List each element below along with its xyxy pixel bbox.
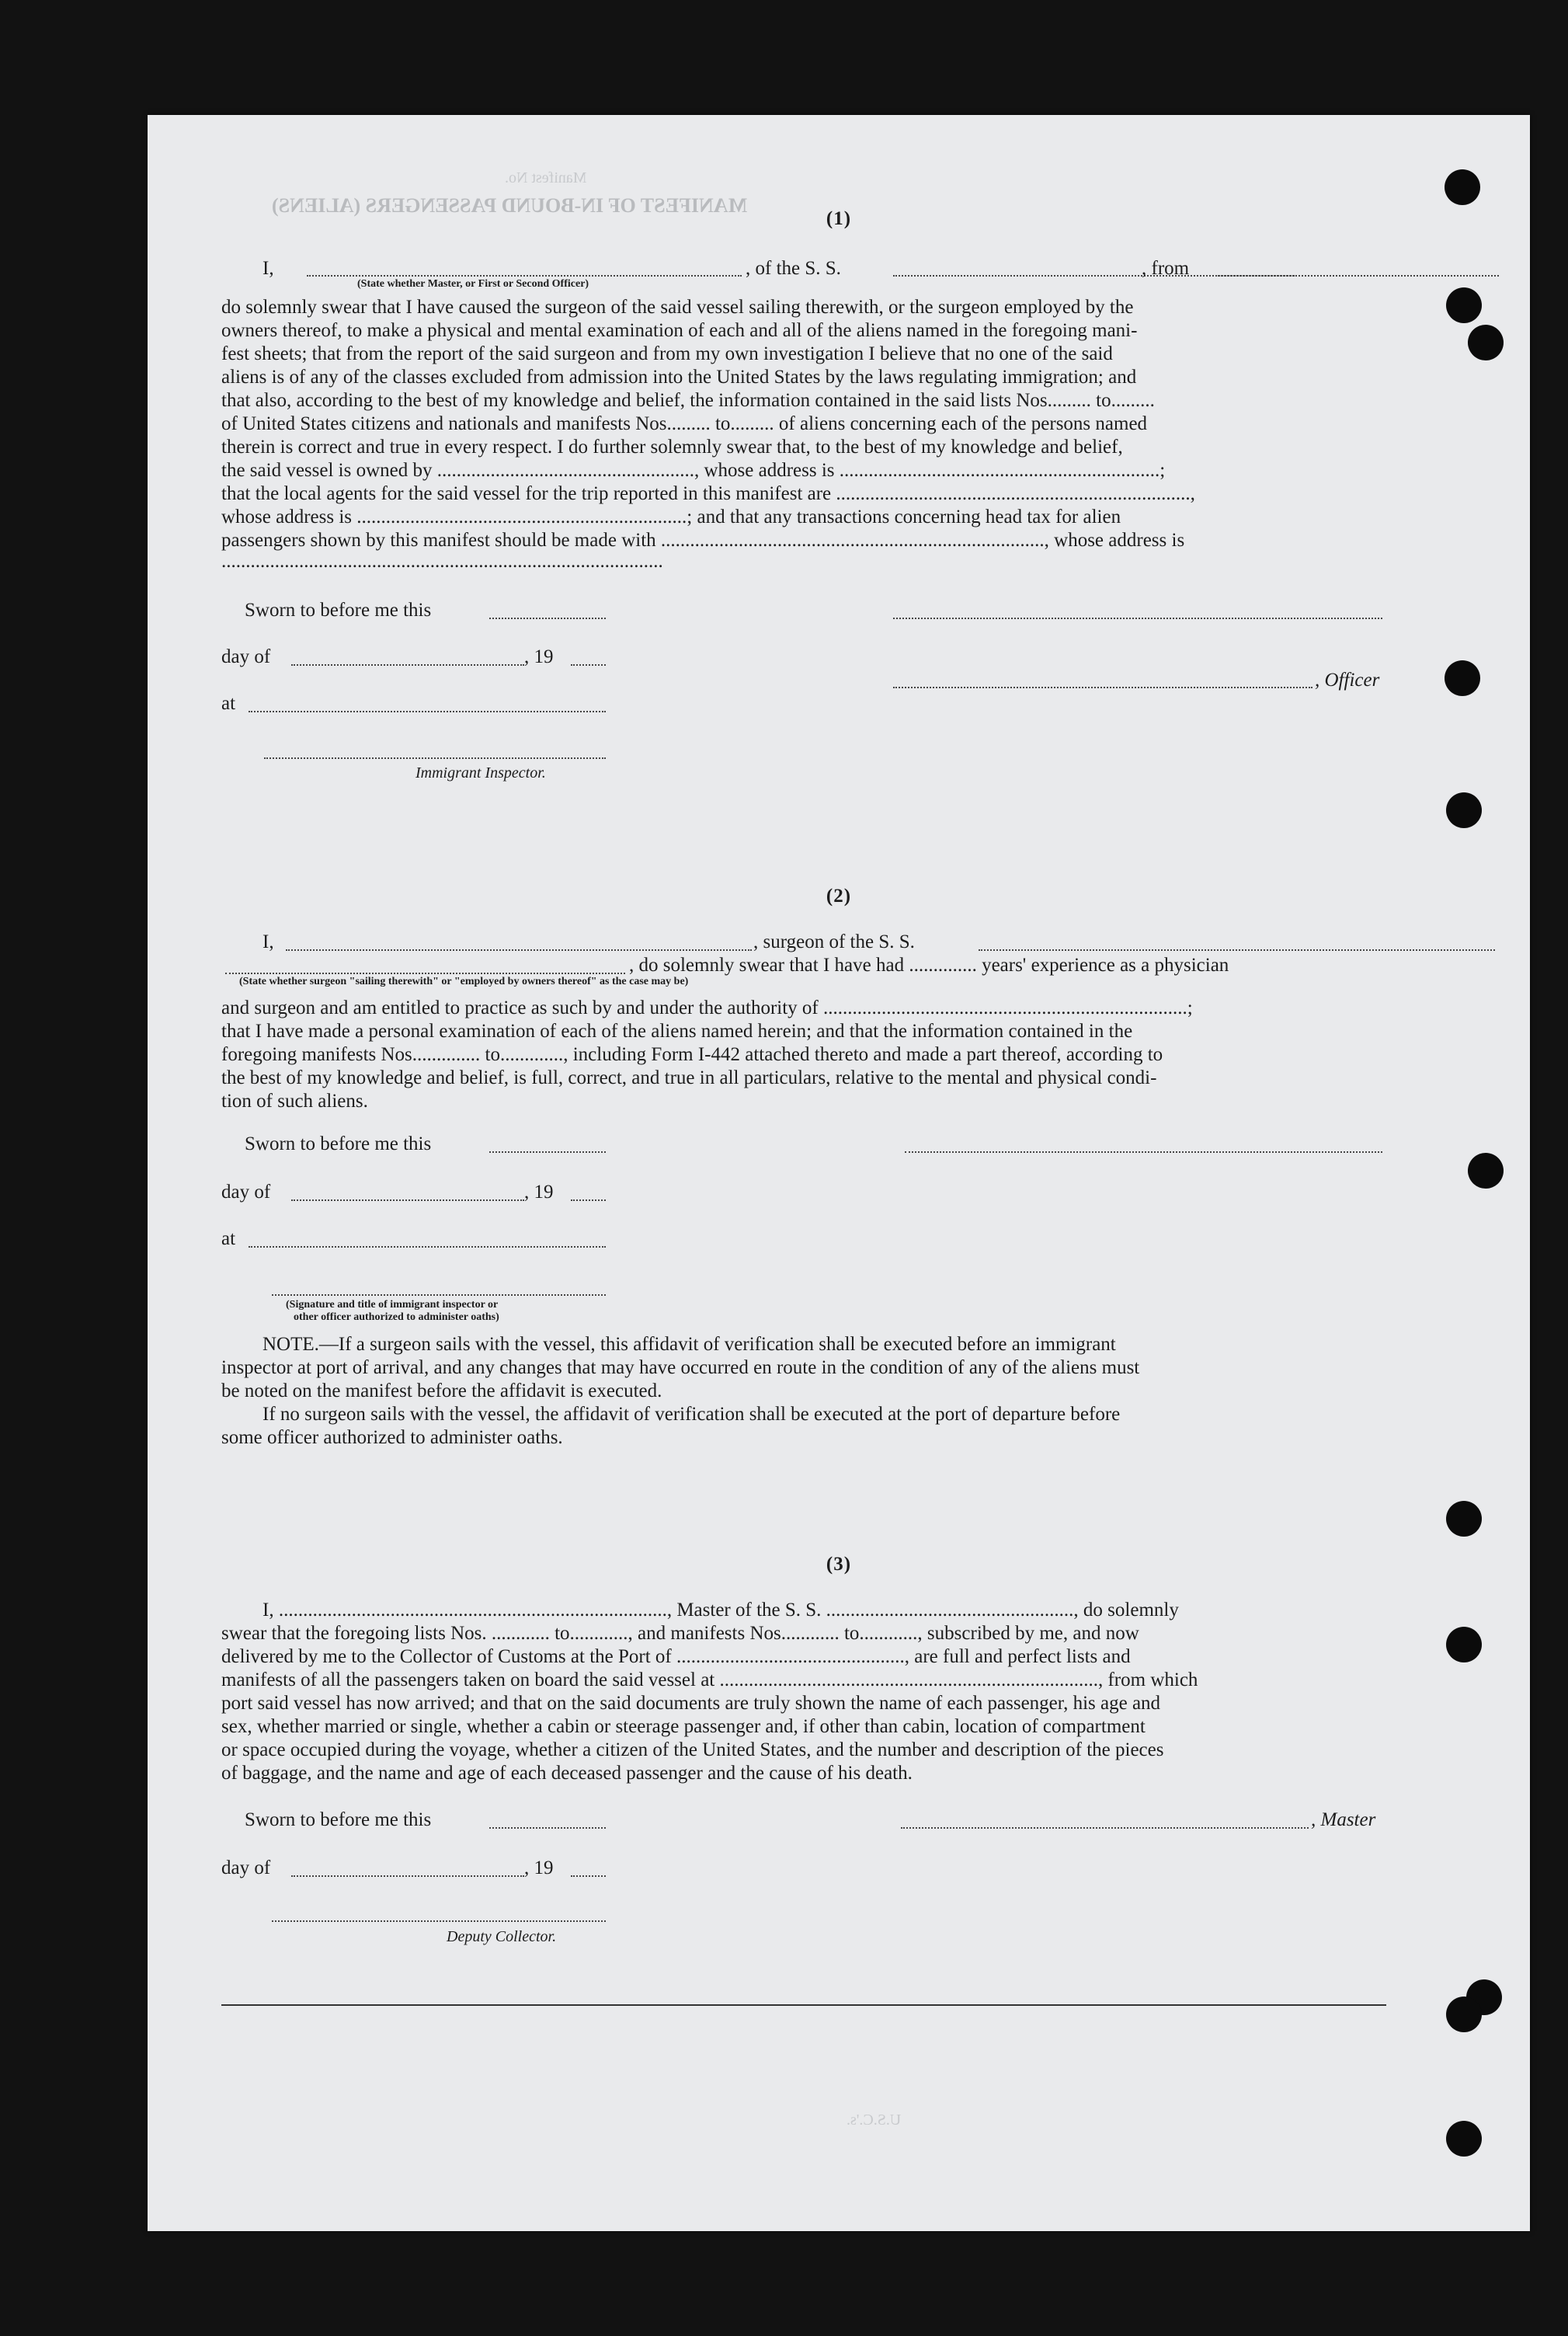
s2-note-line: be noted on the manifest before the affidavit is executed. — [221, 1380, 662, 1401]
s1-line: of United States citizens and nationals and manifests Nos......... to......... of aliens concerning each of the persons named — [221, 413, 1148, 434]
s1-sworn-blank — [489, 618, 606, 619]
s1-line: do solemnly swear that I have caused the surgeon of the said vessel sailing therewith, or the surgeon employed by the — [221, 297, 1134, 318]
s2-at-blank — [249, 1246, 606, 1248]
s1-year-label: , 19 — [524, 646, 554, 667]
s3-line: or space occupied during the voyage, whether a citizen of the United States, and the number and description of the pieces — [221, 1739, 1164, 1760]
s1-i-label: I, — [262, 258, 274, 279]
s1-inspector-signature-line — [264, 757, 606, 759]
s2-line: tion of such aliens. — [221, 1091, 368, 1112]
s2-surgeon-note: (State whether surgeon "sailing therewith" or "employed by owners thereof" as the case may be) — [239, 976, 689, 987]
s2-note-line: If no surgeon sails with the vessel, the affidavit of verification shall be executed at the port of departure before — [262, 1404, 1121, 1425]
s2-year-label: , 19 — [524, 1182, 554, 1203]
s3-collector-signature-line — [272, 1920, 606, 1922]
s1-officer-signature-line — [893, 618, 1382, 619]
s2-surgeon-type-blank — [225, 973, 625, 974]
s3-line: manifests of all the passengers taken on board the said vessel at .............................................................................., from which — [221, 1669, 1198, 1690]
s2-line: , do solemnly swear that I have had .............. years' experience as a physician — [629, 955, 1229, 976]
s2-line: the best of my knowledge and belief, is full, correct, and true in all particulars, relative to the mental and physical condi- — [221, 1067, 1157, 1088]
s1-line: the said vessel is owned by ....................................................., whose address is ..................................................................; — [221, 460, 1166, 481]
s1-at-label: at — [221, 693, 236, 714]
bleed-bottom: U.S.C.'s. — [847, 2111, 902, 2129]
s1-from-label: , from — [1142, 258, 1190, 279]
s3-line: I, ................................................................................, Master of the S. S. ..................................................., do solemnly — [262, 1600, 1179, 1621]
s1-year-blank — [571, 664, 606, 666]
s2-inspector-signature-line — [272, 1294, 606, 1296]
s1-officer-note: (State whether Master, or First or Second Officer) — [357, 278, 589, 290]
s3-line: of baggage, and the name and age of each deceased passenger and the cause of his death. — [221, 1763, 913, 1784]
manifest-page — [148, 115, 1530, 2231]
punch-hole — [1446, 2121, 1482, 2157]
s1-line: owners thereof, to make a physical and mental examination of each and all of the aliens named in the foregoing mani- — [221, 320, 1138, 341]
punch-hole — [1446, 792, 1482, 828]
s1-at-blank — [249, 711, 606, 712]
s1-line: that also, according to the best of my knowledge and belief, the information contained in the said lists Nos......... to......... — [221, 390, 1155, 411]
s2-note-line: some officer authorized to administer oaths. — [221, 1427, 563, 1448]
s3-line: swear that the foregoing lists Nos. ............ to............, and manifests Nos............ to............, subscribed by me, and now — [221, 1623, 1139, 1644]
punch-hole — [1445, 660, 1480, 696]
s3-sworn-blank — [489, 1827, 606, 1829]
punch-hole — [1446, 1627, 1482, 1662]
s1-officer-name-blank — [307, 275, 742, 277]
s2-line: that I have made a personal examination of each of the aliens named herein; and that the information contained in the — [221, 1021, 1133, 1042]
s2-note-line: NOTE.—If a surgeon sails with the vessel, this affidavit of verification shall be executed before an immigrant — [262, 1334, 1116, 1355]
s1-inspector-label: Immigrant Inspector. — [415, 764, 546, 782]
s1-line: whose address is ....................................................................; and that any transactions concerning head tax for alien — [221, 507, 1121, 527]
bleed-label: Manifest No. — [505, 169, 587, 186]
s2-note-line: inspector at port of arrival, and any changes that may have occurred en route in the condition of any of the aliens must — [221, 1357, 1140, 1378]
s2-day-blank — [291, 1199, 524, 1201]
s1-officer-name-line — [893, 687, 1312, 688]
s1-line: that the local agents for the said vessel for the trip reported in this manifest are ........................................................................., — [221, 483, 1195, 504]
s3-master-label: , Master — [1311, 1809, 1376, 1830]
section-1-number: (1) — [826, 208, 852, 229]
s1-line: ........................................................................................... — [221, 551, 663, 572]
s3-day-label: day of — [221, 1857, 271, 1878]
s2-sworn-label: Sworn to before me this — [245, 1133, 432, 1154]
s3-line: delivered by me to the Collector of Customs at the Port of ..............................................., are full and perfect lists and — [221, 1646, 1131, 1667]
punch-hole — [1446, 287, 1482, 323]
s3-collector-label: Deputy Collector. — [447, 1928, 557, 1945]
punch-hole — [1446, 1997, 1482, 2032]
s1-day-blank — [291, 664, 524, 666]
s2-signature-note: other officer authorized to administer oaths) — [294, 1311, 499, 1323]
s1-line: fest sheets; that from the report of the said surgeon and from my own investigation I believe that no one of the said — [221, 343, 1113, 364]
s2-line: foregoing manifests Nos.............. to............., including Form I-442 attached thereto and made a part thereof, according to — [221, 1044, 1163, 1065]
s1-day-label: day of — [221, 646, 271, 667]
s1-line: passengers shown by this manifest should be made with ..............................................................................., whose address is — [221, 530, 1185, 551]
s2-signature-note: (Signature and title of immigrant inspector or — [286, 1299, 499, 1311]
s3-master-signature-line — [901, 1827, 1309, 1829]
s3-sworn-label: Sworn to before me this — [245, 1809, 432, 1830]
s1-line: therein is correct and true in every respect. I do further solemnly swear that, to the best of my knowledge and belief, — [221, 437, 1123, 458]
s2-year-blank — [571, 1199, 606, 1201]
s2-surgeon-name-blank — [286, 949, 752, 951]
s3-line: sex, whether married or single, whether a cabin or steerage passenger and, if other than cabin, location of compartment — [221, 1716, 1146, 1737]
bottom-rule — [221, 2004, 1386, 2006]
bleed-heading: MANIFEST OF IN-BOUND PASSENGERS (ALIENS) — [272, 194, 748, 217]
s2-sworn-blank — [489, 1151, 606, 1153]
s1-officer-label: , Officer — [1315, 670, 1380, 691]
section-3-number: (3) — [826, 1554, 852, 1575]
s2-day-label: day of — [221, 1182, 271, 1203]
punch-hole — [1445, 169, 1480, 205]
s1-sworn-label: Sworn to before me this — [245, 600, 432, 621]
punch-hole — [1446, 1501, 1482, 1537]
s3-line: port said vessel has now arrived; and that on the said documents are truly shown the name of each passenger, his age and — [221, 1693, 1161, 1714]
s2-line: and surgeon and am entitled to practice as such by and under the authority of ...........................................................................; — [221, 997, 1193, 1018]
punch-hole — [1468, 1153, 1504, 1189]
s2-surgeon-signature-line — [905, 1151, 1382, 1153]
s2-surgeon-of-label: , surgeon of the S. S. — [753, 931, 915, 952]
section-2-number: (2) — [826, 886, 852, 907]
s2-i-label: I, — [262, 931, 274, 952]
s3-day-blank — [291, 1875, 524, 1877]
s1-of-ss-label: , of the S. S. — [746, 258, 841, 279]
punch-hole — [1468, 325, 1504, 360]
s3-year-blank — [571, 1875, 606, 1877]
s3-year-label: , 19 — [524, 1857, 554, 1878]
s2-at-label: at — [221, 1228, 236, 1249]
s2-vessel-blank — [979, 949, 1495, 951]
s1-from-blank — [1215, 275, 1499, 277]
s1-line: aliens is of any of the classes excluded from admission into the United States by the laws regulating immigration; and — [221, 367, 1137, 388]
